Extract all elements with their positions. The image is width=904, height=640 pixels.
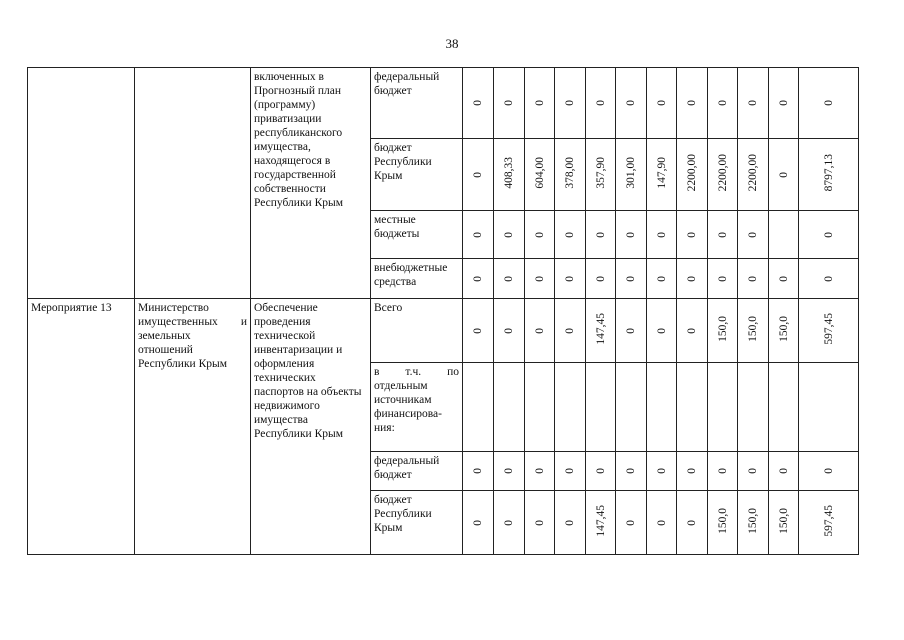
value-cell [463, 363, 494, 452]
value-text: 0 [533, 519, 546, 526]
value-text: 357,90 [594, 156, 607, 189]
value-text: 0 [655, 275, 668, 282]
value-cell [677, 139, 708, 211]
value-cell [555, 259, 586, 299]
value-text: 147,90 [655, 156, 668, 189]
table-row [28, 68, 859, 139]
value-cell [799, 299, 859, 363]
value-cell [586, 491, 616, 555]
value-cell [708, 452, 738, 491]
value-text: 0 [533, 468, 546, 474]
value-text: 0 [594, 100, 607, 106]
executor-cell-empty [135, 68, 251, 299]
value-text: 0 [655, 100, 668, 106]
value-text: 0 [564, 327, 576, 334]
funding-source: федеральный бюджет [371, 452, 463, 491]
value-text: 0 [655, 231, 668, 238]
value-cell [647, 363, 677, 452]
value-cell [463, 68, 494, 139]
value-cell [555, 363, 586, 452]
value-text: 0 [686, 327, 698, 334]
value-cell [463, 491, 494, 555]
funding-source: бюджет Республики Крым [371, 491, 463, 555]
funding-source: федеральный бюджет [371, 68, 463, 139]
value-cell [677, 211, 708, 259]
value-cell [616, 452, 647, 491]
value-text: 0 [822, 231, 835, 238]
value-text: 0 [716, 468, 729, 474]
value-text: 0 [472, 171, 484, 178]
value-cell [769, 491, 799, 555]
value-cell [525, 211, 555, 259]
value-cell [463, 452, 494, 491]
value-text: 378,00 [564, 156, 576, 189]
value-text: 147,45 [594, 312, 607, 345]
value-text: 0 [472, 100, 484, 106]
value-cell [769, 299, 799, 363]
value-text: 0 [777, 171, 790, 178]
value-cell [738, 299, 769, 363]
value-text: 0 [655, 519, 668, 526]
value-cell [708, 139, 738, 211]
value-text: 0 [686, 519, 698, 526]
value-text: 597,45 [822, 312, 835, 345]
value-text: 0 [625, 519, 637, 526]
value-cell [586, 211, 616, 259]
value-cell [616, 139, 647, 211]
value-cell [555, 491, 586, 555]
value-cell [525, 491, 555, 555]
value-text: 0 [686, 275, 698, 282]
value-cell [555, 139, 586, 211]
value-text: 0 [533, 100, 546, 106]
value-cell [769, 68, 799, 139]
value-text: 0 [747, 468, 759, 474]
value-text: 0 [594, 468, 607, 474]
value-text: 150,0 [777, 315, 790, 342]
value-cell [616, 363, 647, 452]
measure-description: включенных в Прогнозный план (программу) приватизации республиканского имущества, находящегося в государственной собственности Республики Крым [251, 68, 371, 299]
value-text: 0 [533, 327, 546, 334]
value-text: 0 [625, 275, 637, 282]
value-text: 2200,00 [747, 153, 759, 192]
value-cell [494, 491, 525, 555]
value-cell [769, 211, 799, 259]
value-cell [525, 363, 555, 452]
value-cell [494, 139, 525, 211]
value-cell [769, 452, 799, 491]
table-body [28, 68, 859, 555]
value-text: 0 [503, 100, 515, 106]
value-text: 150,0 [716, 315, 729, 342]
value-text: 147,45 [594, 504, 607, 537]
value-text: 150,0 [777, 507, 790, 534]
value-cell [616, 491, 647, 555]
value-cell [769, 139, 799, 211]
value-cell [494, 68, 525, 139]
measure-description: Обеспечение проведения технической инвентаризации и оформления технических паспортов на объекты недвижимого имущества Республики Крым [251, 299, 371, 555]
value-cell [708, 259, 738, 299]
value-text: 0 [503, 519, 515, 526]
value-cell [586, 139, 616, 211]
value-text: 0 [777, 468, 790, 474]
executor-name: Министерство имущественных и земельных отношений Республики Крым [135, 299, 251, 555]
value-cell [647, 452, 677, 491]
value-cell [677, 363, 708, 452]
value-text: 0 [747, 275, 759, 282]
value-cell [708, 491, 738, 555]
value-cell [708, 68, 738, 139]
value-cell [586, 68, 616, 139]
value-text: 0 [472, 468, 484, 474]
value-cell [738, 259, 769, 299]
value-cell [738, 68, 769, 139]
funding-source: местные бюджеты [371, 211, 463, 259]
measure-cell-empty [28, 68, 135, 299]
value-text: 0 [564, 231, 576, 238]
value-text: 0 [533, 231, 546, 238]
value-text: 0 [625, 327, 637, 334]
value-text: 0 [503, 327, 515, 334]
value-cell [738, 363, 769, 452]
value-cell [616, 259, 647, 299]
value-text: 0 [472, 519, 484, 526]
value-cell [799, 259, 859, 299]
value-text: 604,00 [533, 156, 546, 189]
value-text: 0 [625, 231, 637, 238]
value-cell [463, 299, 494, 363]
value-cell [494, 211, 525, 259]
value-cell [677, 299, 708, 363]
value-cell [616, 68, 647, 139]
value-text: 597,45 [822, 504, 835, 537]
value-text: 150,0 [747, 507, 759, 534]
value-cell [555, 68, 586, 139]
value-text: 0 [822, 468, 835, 474]
value-text: 2200,00 [686, 153, 698, 192]
funding-source: в т.ч. по отдельным источникам финансирова-ния: [371, 363, 463, 452]
value-cell [799, 211, 859, 259]
value-text: 0 [655, 468, 668, 474]
value-text: 0 [625, 100, 637, 106]
value-text: 301,00 [625, 156, 637, 189]
value-text: 0 [503, 231, 515, 238]
value-text: 0 [564, 275, 576, 282]
value-text: 0 [564, 519, 576, 526]
value-text: 0 [472, 275, 484, 282]
value-cell [708, 211, 738, 259]
value-cell [494, 259, 525, 299]
value-cell [647, 211, 677, 259]
table-row [28, 299, 859, 363]
value-text: 0 [716, 231, 729, 238]
value-text: 0 [472, 327, 484, 334]
value-cell [738, 211, 769, 259]
value-text: 0 [822, 100, 835, 106]
value-cell [494, 299, 525, 363]
value-cell [586, 452, 616, 491]
value-text: 0 [686, 468, 698, 474]
value-text: 0 [533, 275, 546, 282]
value-text: 0 [822, 275, 835, 282]
value-cell [525, 139, 555, 211]
value-text: 0 [747, 100, 759, 106]
value-cell [494, 452, 525, 491]
value-text: 0 [472, 231, 484, 238]
value-cell [738, 139, 769, 211]
value-text: 0 [625, 468, 637, 474]
value-text: 150,0 [747, 315, 759, 342]
value-cell [799, 68, 859, 139]
value-text: 0 [716, 100, 729, 106]
value-cell [586, 259, 616, 299]
value-cell [708, 299, 738, 363]
value-cell [769, 363, 799, 452]
value-cell [555, 211, 586, 259]
value-cell [738, 452, 769, 491]
value-text: 408,33 [503, 156, 515, 189]
value-cell [647, 299, 677, 363]
value-text: 0 [747, 231, 759, 238]
value-text: 0 [564, 100, 576, 106]
value-cell [586, 299, 616, 363]
value-cell [677, 452, 708, 491]
value-cell [799, 491, 859, 555]
value-cell [738, 491, 769, 555]
funding-source: Всего [371, 299, 463, 363]
value-cell [463, 211, 494, 259]
value-text: 0 [777, 100, 790, 106]
value-text: 0 [686, 231, 698, 238]
value-cell [525, 452, 555, 491]
value-text: 0 [564, 468, 576, 474]
value-cell [494, 363, 525, 452]
value-text: 0 [716, 275, 729, 282]
value-text: 0 [594, 275, 607, 282]
funding-source: внебюджетные средства [371, 259, 463, 299]
value-cell [799, 452, 859, 491]
value-cell [677, 259, 708, 299]
value-cell [525, 299, 555, 363]
value-cell [677, 491, 708, 555]
value-cell [647, 259, 677, 299]
value-text: 150,0 [716, 507, 729, 534]
value-cell [616, 211, 647, 259]
value-cell [525, 259, 555, 299]
value-text: 0 [503, 468, 515, 474]
value-cell [799, 139, 859, 211]
value-text: 0 [594, 231, 607, 238]
value-cell [463, 139, 494, 211]
value-cell [463, 259, 494, 299]
value-cell [616, 299, 647, 363]
value-cell [555, 299, 586, 363]
page-number: 38 [445, 36, 459, 51]
value-cell [799, 363, 859, 452]
value-text: 0 [777, 275, 790, 282]
value-text: 2200,00 [716, 153, 729, 192]
value-text: 0 [655, 327, 668, 334]
funding-source: бюджет Республики Крым [371, 139, 463, 211]
value-cell [647, 491, 677, 555]
value-cell [555, 452, 586, 491]
budget-table [27, 67, 859, 555]
value-cell [647, 68, 677, 139]
value-text: 0 [686, 100, 698, 106]
value-text: 0 [503, 275, 515, 282]
value-cell [647, 139, 677, 211]
value-cell [677, 68, 708, 139]
value-cell [708, 363, 738, 452]
value-cell [769, 259, 799, 299]
value-cell [586, 363, 616, 452]
measure-label: Мероприятие 13 [28, 299, 135, 555]
value-text: 8797,13 [822, 153, 835, 192]
value-cell [525, 68, 555, 139]
